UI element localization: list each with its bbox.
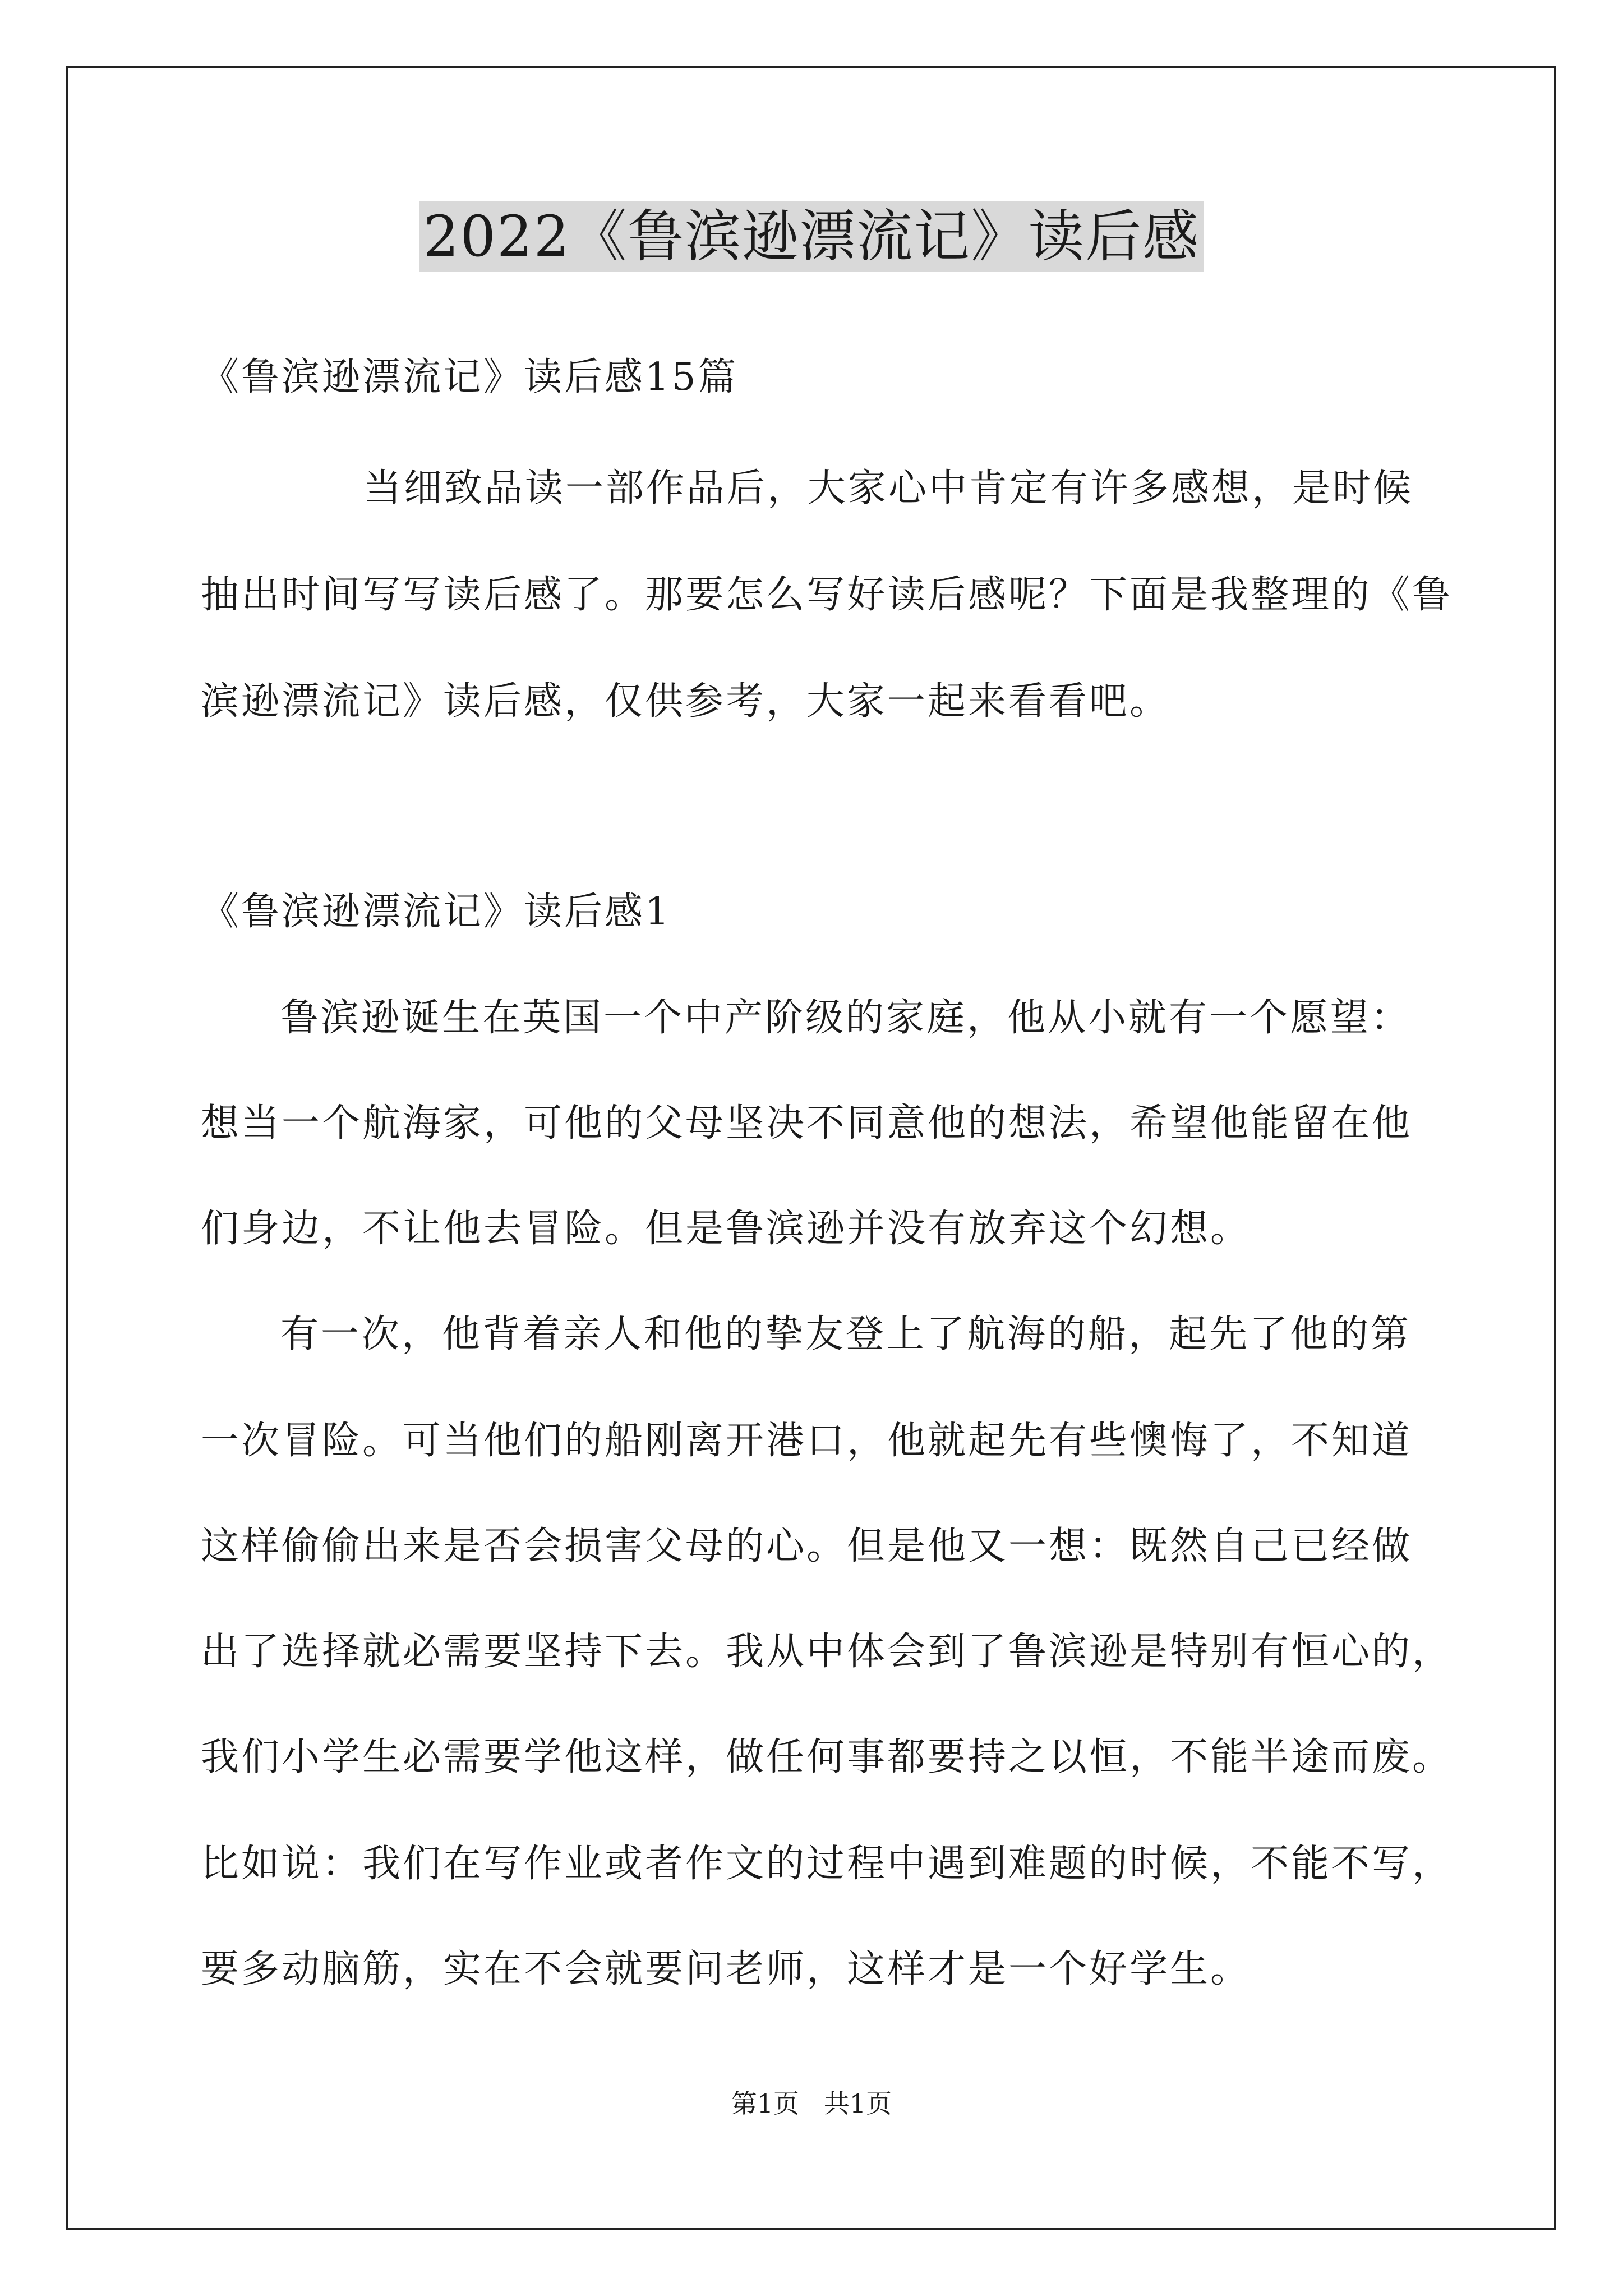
- intro-line-3: 滨逊漂流记》读后感，仅供参考，大家一起来看看吧。: [201, 679, 1170, 724]
- paragraph2-line-1: 有一次，他背着亲人和他的挚友登上了航海的船，起先了他的第: [280, 1312, 1412, 1356]
- paragraph2-line-5: 我们小学生必需要学他这样，做任何事都要持之以恒，不能半途而废。: [201, 1735, 1453, 1779]
- intro-line-1: 当细致品读一部作品后，大家心中肯定有许多感想，是时候: [363, 466, 1414, 510]
- document-title-text: 2022《鲁滨逊漂流记》读后感: [419, 201, 1205, 272]
- paragraph2-line-2: 一次冒险。可当他们的船刚离开港口，他就起先有些懊悔了，不知道: [201, 1419, 1413, 1463]
- document-subtitle: 《鲁滨逊漂流记》读后感15篇: [201, 355, 739, 399]
- paragraph2-line-7: 要多动脑筋，实在不会就要问老师，这样才是一个好学生。: [201, 1947, 1251, 1991]
- paragraph1-line-3: 们身边，不让他去冒险。但是鲁滨逊并没有放弃这个幻想。: [201, 1207, 1251, 1251]
- document-title: [0, 197, 1623, 276]
- paragraph2-line-3: 这样偷偷出来是否会损害父母的心。但是他又一想：既然自己已经做: [201, 1524, 1413, 1568]
- paragraph2-line-4: 出了选择就必需要坚持下去。我从中体会到了鲁滨逊是特别有恒心的，: [201, 1630, 1453, 1674]
- intro-line-2: 抽出时间写写读后感了。那要怎么写好读后感呢？下面是我整理的《鲁: [201, 573, 1453, 617]
- page-footer: 第1页 共1页: [731, 2088, 892, 2119]
- paragraph2-line-6: 比如说：我们在写作业或者作文的过程中遇到难题的时候，不能不写，: [201, 1842, 1453, 1886]
- section-heading: 《鲁滨逊漂流记》读后感1: [201, 890, 672, 934]
- paragraph1-line-1: 鲁滨逊诞生在英国一个中产阶级的家庭，他从小就有一个愿望：: [280, 996, 1412, 1040]
- paragraph1-line-2: 想当一个航海家，可他的父母坚决不同意他的想法，希望他能留在他: [201, 1101, 1413, 1145]
